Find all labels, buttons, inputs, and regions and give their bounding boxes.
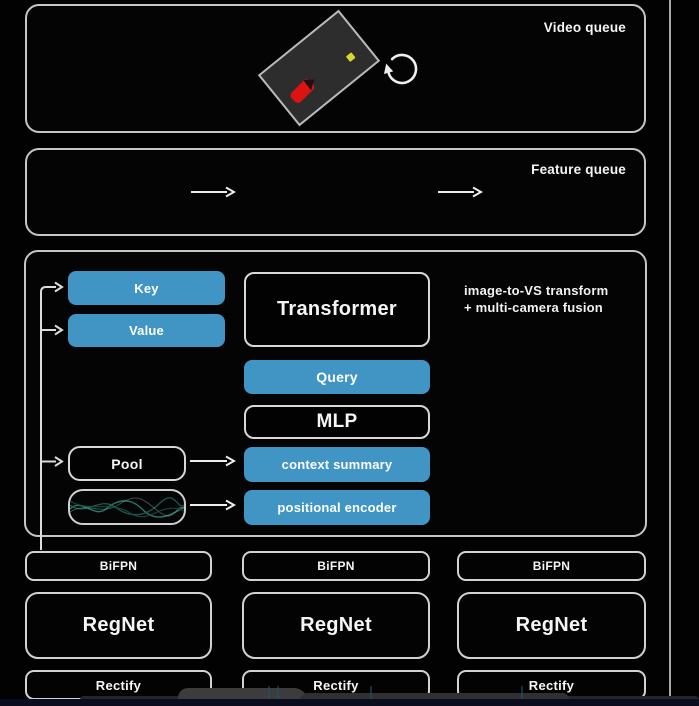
video-queue-panel <box>25 4 646 133</box>
bifpn-box-1: BiFPN <box>25 551 212 581</box>
caption-line-1: image-to-VS transform <box>464 283 609 298</box>
positional-encoding-waves <box>68 489 186 525</box>
kv-connector-lines <box>30 280 66 552</box>
feature-queue-label: Feature queue <box>531 162 626 177</box>
regnet-box-3: RegNet <box>457 592 646 659</box>
key-block: Key <box>68 271 225 305</box>
regnet-box-1: RegNet <box>25 592 212 659</box>
rectify-box-1: Rectify <box>25 670 212 700</box>
context-summary-block: context summary <box>244 447 430 482</box>
value-block: Value <box>68 314 225 347</box>
pool-to-context-arrow-icon <box>188 454 236 468</box>
regnet-box-2: RegNet <box>242 592 430 659</box>
rectify-box-3: Rectify <box>457 670 646 700</box>
pool-block: Pool <box>68 446 186 481</box>
bifpn-box-2: BiFPN <box>242 551 430 581</box>
offscreen-column-edge <box>669 0 671 706</box>
red-marker <box>289 78 316 105</box>
transformer-panel <box>24 250 647 537</box>
rotation-arrow-icon <box>382 49 422 89</box>
yellow-dot <box>346 52 356 62</box>
letterbox-bar <box>0 699 699 706</box>
rotated-video-frame <box>258 10 380 127</box>
feature-queue-panel <box>25 148 646 236</box>
caption-line-2: + multi-camera fusion <box>464 300 603 315</box>
rectify-box-2: Rectify <box>242 670 430 700</box>
video-queue-label: Video queue <box>543 20 626 35</box>
waves-to-encoder-arrow-icon <box>188 498 236 512</box>
sine-waves-icon <box>70 491 184 523</box>
mlp-block: MLP <box>244 405 430 439</box>
feature-in-arrow-icon <box>190 185 236 199</box>
query-block: Query <box>244 360 430 394</box>
transformer-block: Transformer <box>244 272 430 347</box>
section-caption <box>464 282 608 316</box>
bifpn-box-3: BiFPN <box>457 551 646 581</box>
feature-out-arrow-icon <box>437 185 483 199</box>
positional-encoder-block: positional encoder <box>244 490 430 525</box>
